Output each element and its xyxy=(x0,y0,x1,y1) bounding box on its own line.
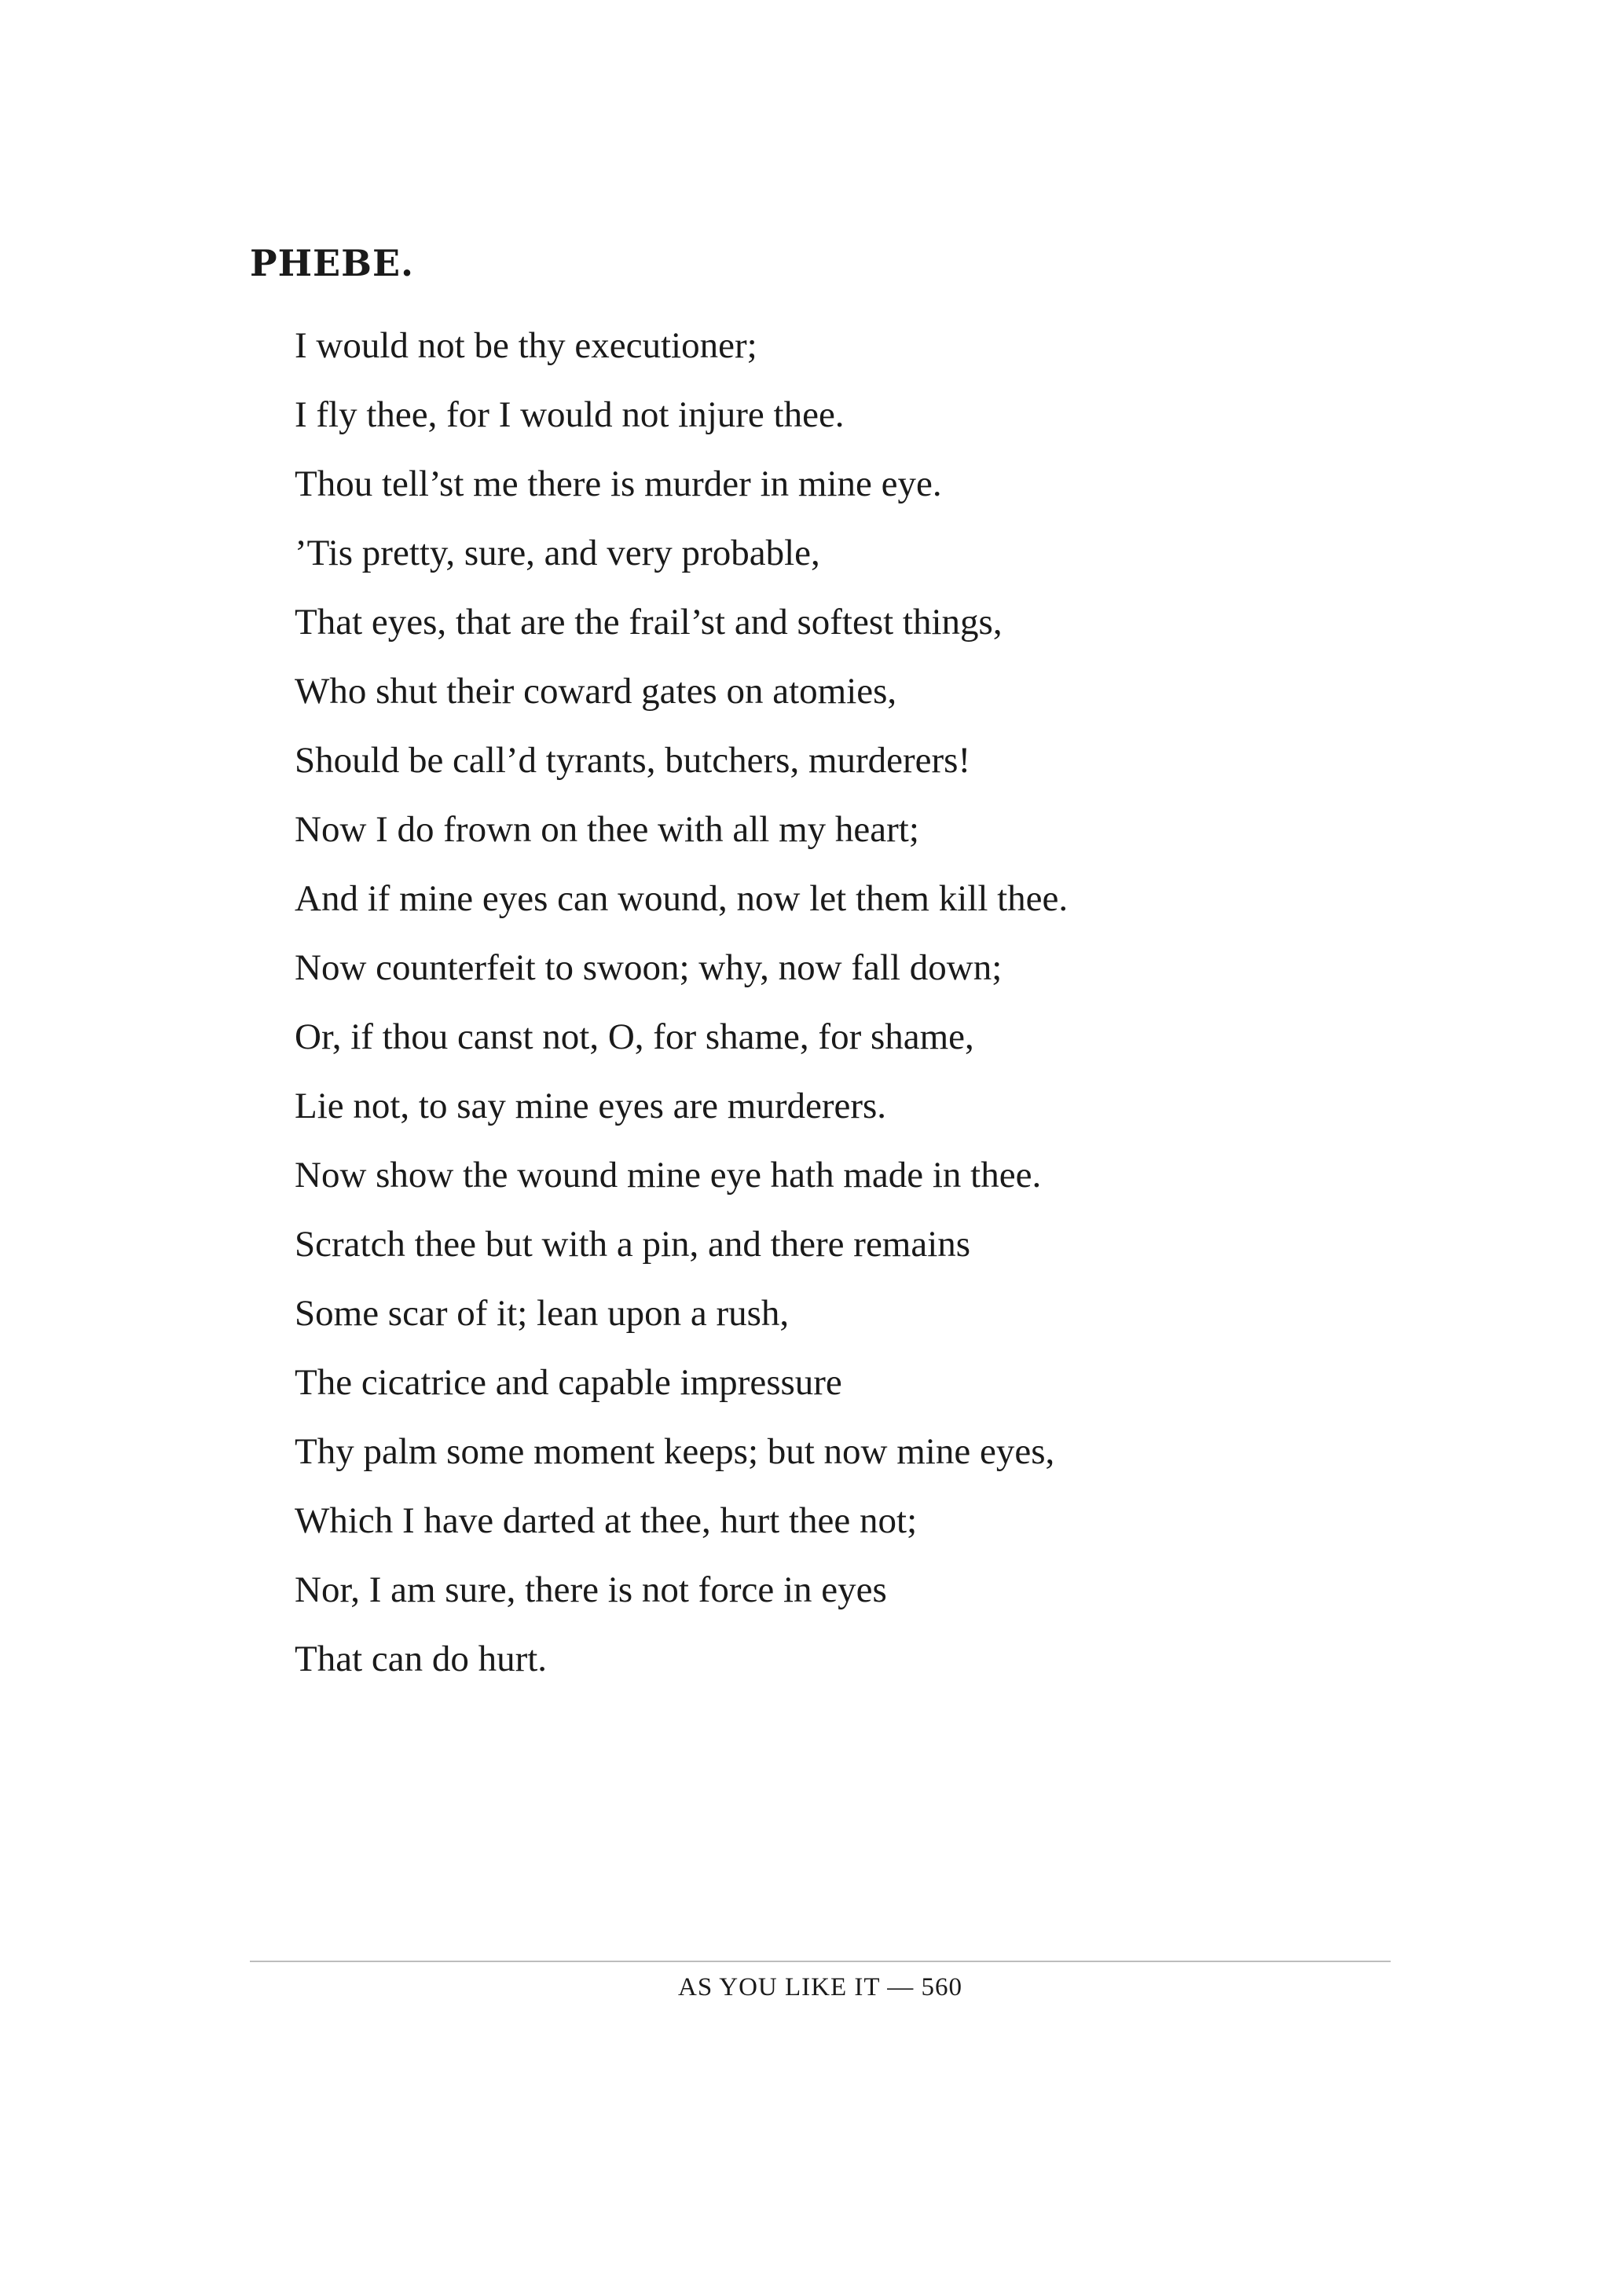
running-footer: AS YOU LIKE IT — 560 xyxy=(678,1973,962,2001)
verse-line: I fly thee, for I would not injure thee. xyxy=(295,394,845,435)
verse-line: Now show the wound mine eye hath made in thee. xyxy=(295,1155,1042,1196)
verse-line: Thy palm some moment keeps; but now mine eyes, xyxy=(295,1431,1055,1472)
footer-divider xyxy=(250,1961,1391,1962)
verse-line: Thou tell’st me there is murder in mine eye. xyxy=(295,463,942,504)
verse-line: Or, if thou canst not, O, for shame, for shame, xyxy=(295,1016,974,1057)
verse-line: That can do hurt. xyxy=(295,1639,548,1679)
verse-line: And if mine eyes can wound, now let them kill thee. xyxy=(295,878,1069,919)
verse-line: Who shut their coward gates on atomies, xyxy=(295,671,897,712)
verse-line: ’Tis pretty, sure, and very probable, xyxy=(295,533,820,573)
verse-line: Should be call’d tyrants, butchers, murderers! xyxy=(295,740,971,781)
verse-line: Scratch thee but with a pin, and there remains xyxy=(295,1224,971,1265)
verse-line: The cicatrice and capable impressure xyxy=(295,1362,842,1403)
verse-line: Which I have darted at thee, hurt thee not; xyxy=(295,1500,918,1541)
speaker-name: PHEBE. xyxy=(250,242,415,284)
verse-line: Nor, I am sure, there is not force in eyes xyxy=(295,1569,887,1610)
verse-line: That eyes, that are the frail’st and softest things, xyxy=(295,602,1003,643)
verse-block xyxy=(295,311,1068,1694)
verse-line: I would not be thy executioner; xyxy=(295,325,757,366)
verse-line: Some scar of it; lean upon a rush, xyxy=(295,1293,790,1334)
verse-line: Now counterfeit to swoon; why, now fall down; xyxy=(295,947,1003,988)
verse-line: Lie not, to say mine eyes are murderers. xyxy=(295,1086,887,1126)
verse-line: Now I do frown on thee with all my heart; xyxy=(295,809,919,850)
